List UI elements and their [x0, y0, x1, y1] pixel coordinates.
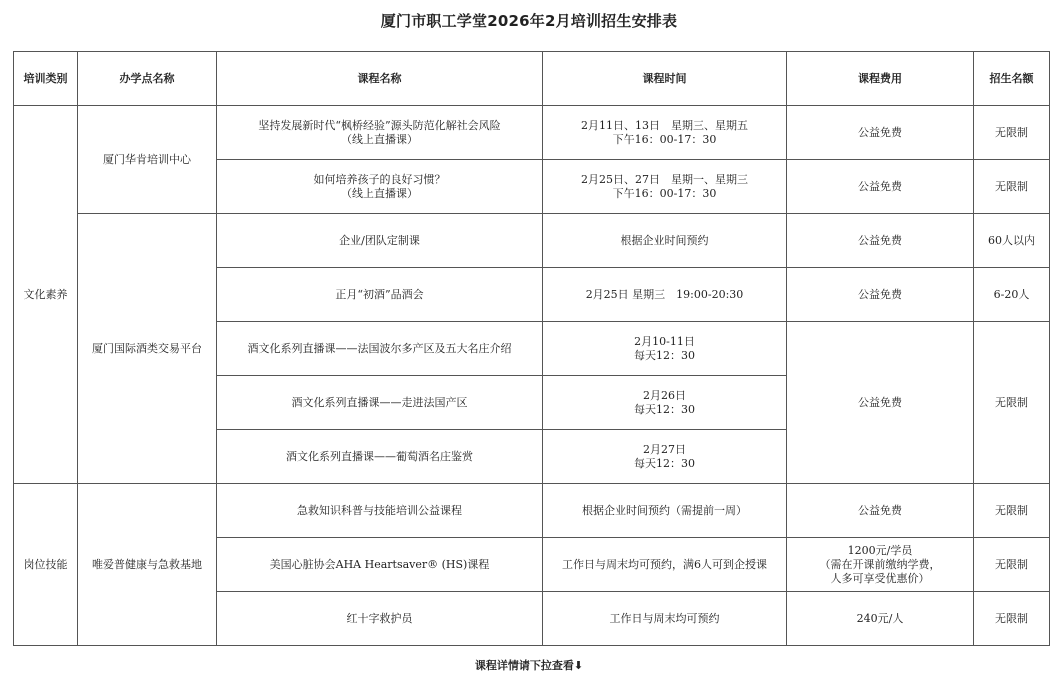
school-cell: 厦门国际酒类交易平台 — [78, 214, 217, 484]
time-line: 每天12：30 — [634, 348, 695, 362]
quota-cell: 60人以内 — [974, 214, 1050, 268]
course-cell: 正月“初酒”品酒会 — [217, 268, 543, 322]
time-cell: 工作日与周末均可预约，满6人可到企授课 — [543, 538, 787, 592]
time-line: 下午16：00-17：30 — [612, 132, 717, 146]
fee-cell: 公益免费 — [787, 268, 974, 322]
table-row — [14, 484, 1050, 538]
header-quota: 招生名额 — [974, 52, 1050, 106]
time-cell — [543, 106, 787, 160]
time-line: 2月27日 — [643, 442, 686, 456]
fee-line: （需在开课前缴纳学费， — [819, 557, 941, 571]
time-line: 2月11日、13日 星期三、星期五 — [581, 118, 748, 132]
table-row — [14, 106, 1050, 160]
fee-line: 1200元/学员 — [847, 543, 913, 557]
time-line: 2月26日 — [643, 388, 686, 402]
time-line: 下午16：00-17：30 — [612, 186, 717, 200]
quota-cell: 无限制 — [974, 592, 1050, 646]
time-cell: 工作日与周末均可预约 — [543, 592, 787, 646]
quota-cell: 无限制 — [974, 484, 1050, 538]
course-cell: 企业/团队定制课 — [217, 214, 543, 268]
time-cell — [543, 376, 787, 430]
fee-cell: 公益免费 — [787, 484, 974, 538]
course-cell: 酒文化系列直播课——葡萄酒名庄鉴赏 — [217, 430, 543, 484]
fee-cell: 公益免费 — [787, 214, 974, 268]
header-school: 办学点名称 — [78, 52, 217, 106]
category-cell: 文化素养 — [14, 106, 78, 484]
schedule-table — [13, 51, 1050, 646]
time-line: 每天12：30 — [634, 456, 695, 470]
quota-cell: 无限制 — [974, 322, 1050, 484]
quota-cell: 无限制 — [974, 538, 1050, 592]
header-fee: 课程费用 — [787, 52, 974, 106]
quota-cell: 6-20人 — [974, 268, 1050, 322]
header-category: 培训类别 — [14, 52, 78, 106]
school-cell: 唯爱普健康与急救基地 — [78, 484, 217, 646]
category-cell: 岗位技能 — [14, 484, 78, 646]
quota-cell: 无限制 — [974, 106, 1050, 160]
time-cell — [543, 430, 787, 484]
time-cell — [543, 322, 787, 376]
fee-cell: 240元/人 — [787, 592, 974, 646]
fee-cell: 公益免费 — [787, 322, 974, 484]
course-cell: 红十字救护员 — [217, 592, 543, 646]
header-time: 课程时间 — [543, 52, 787, 106]
course-cell: 酒文化系列直播课——法国波尔多产区及五大名庄介绍 — [217, 322, 543, 376]
header-course: 课程名称 — [217, 52, 543, 106]
header-row — [14, 52, 1050, 106]
time-cell: 根据企业时间预约（需提前一周） — [543, 484, 787, 538]
time-line: 每天12：30 — [634, 402, 695, 416]
fee-cell: 公益免费 — [787, 160, 974, 214]
time-cell — [543, 160, 787, 214]
fee-cell: 公益免费 — [787, 106, 974, 160]
time-cell: 根据企业时间预约 — [543, 214, 787, 268]
school-cell: 厦门华肯培训中心 — [78, 106, 217, 214]
scroll-hint: 课程详情请下拉查看⬇ — [474, 659, 584, 672]
course-line: 如何培养孩子的良好习惯？ — [313, 172, 446, 186]
course-cell — [217, 160, 543, 214]
quota-cell: 无限制 — [974, 160, 1050, 214]
course-cell: 美国心脏协会AHA Heartsaver® (HS)课程 — [217, 538, 543, 592]
course-line: 坚持发展新时代“枫桥经验”源头防范化解社会风险 — [258, 118, 501, 132]
course-line: （线上直播课） — [341, 186, 418, 200]
time-line: 2月10-11日 — [634, 334, 695, 348]
fee-cell — [787, 538, 974, 592]
table-row — [14, 214, 1050, 268]
course-cell: 酒文化系列直播课——走进法国产区 — [217, 376, 543, 430]
time-line: 2月25日、27日 星期一、星期三 — [581, 172, 748, 186]
course-line: （线上直播课） — [341, 132, 418, 146]
fee-line: 人多可享受优惠价） — [830, 571, 930, 585]
course-cell — [217, 106, 543, 160]
course-cell: 急救知识科普与技能培训公益课程 — [217, 484, 543, 538]
time-cell: 2月25日 星期三 19:00-20:30 — [543, 268, 787, 322]
page-title: 厦门市职工学堂2026年2月培训招生安排表 — [380, 12, 678, 30]
